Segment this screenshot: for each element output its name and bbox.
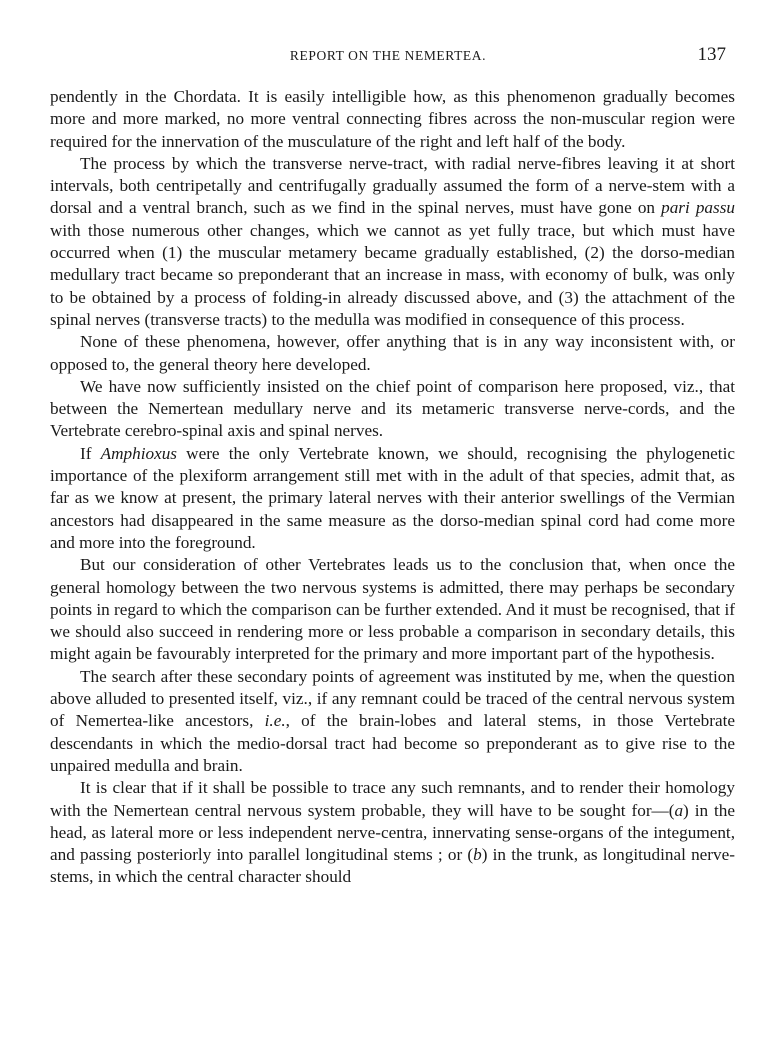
italic-taxon: Amphioxus <box>100 443 177 463</box>
italic-abbreviation: i.e. <box>264 711 286 731</box>
text-segment: The search after these secondary points of agreement was instituted by me, when the question above alluded to presented itself, viz., if any remnant could be traced of the central nervous system of Nemertea-like ancestors, <box>50 666 735 731</box>
text-segment: If <box>80 443 101 463</box>
running-title: REPORT ON THE NEMERTEA. <box>289 48 487 63</box>
text-segment: with those numerous other changes, which we cannot as yet fully trace, but which must have occurred when (1) the muscular metamery became gradually established, (2) the dorso-median medullary tract became so preponderant that an increase in mass, with economy of bulk, was only to be obtained by a process of folding-in already discussed above, and (3) the attachment of the spinal nerves (transverse tracts) to the medulla was modified in consequence of this process. <box>50 220 735 329</box>
text-segment: We have now sufficiently insisted on the chief point of comparison here proposed, viz., that between the Nemertean medullary nerve and its metameric transverse nerve-cords, and the Vertebrate cerebro-spinal axis and spinal nerves. <box>50 376 735 441</box>
text-segment: But our consideration of other Vertebrates leads us to the conclusion that, when once the general homology between the two nervous systems is admitted, there may perhaps be secondary points in regard to which the comparison can be further extended. And it must be recognised, that if we should also succeed in rendering more or less probable a comparison in secondary details, this might again be favourably interpreted for the primary and more important part of the hypothesis. <box>50 555 735 664</box>
paragraph-8 <box>50 777 735 888</box>
text-segment: The process by which the transverse nerve-tract, with radial nerve-fibres leaving it at short intervals, both centripetally and centrifugally gradually assumed the form of a nerve-stem with a dorsal and a ventral branch, such as we find in the spinal nerves, must have gone on <box>50 153 735 218</box>
text-segment: It is clear that if it shall be possible to trace any such remnants, and to render their homology with the Nemertean central nervous system probable, they will have to be sought for—( <box>50 778 735 820</box>
text-segment: None of these phenomena, however, offer anything that is in any way inconsistent with, or opposed to, the general theory here developed. <box>50 332 735 374</box>
paragraph-2 <box>50 153 735 331</box>
paragraph-1 <box>50 86 735 153</box>
text-segment: , of the brain-lobes and lateral stems, in those Vertebrate descendants in which the medio-dorsal tract had become so preponderant as to give rise to the unpaired medulla and brain. <box>50 711 735 775</box>
paragraph-4 <box>50 376 735 443</box>
italic-letter: a <box>674 800 684 820</box>
italic-phrase: pari passu <box>661 198 735 218</box>
text-segment: ) in the head, as lateral more or less independent nerve-centra, innervating sense-organs of the integument, and passing posteriorly into parallel longitudinal stems ; or ( <box>50 800 735 865</box>
paragraph-6 <box>50 554 735 665</box>
text-segment: ) in the trunk, as longitudinal nerve-stems, in which the central character should <box>50 845 735 887</box>
text-segment: were the only Vertebrate known, we should, recognising the phylogenetic importance of the plexiform arrangement still met with in the adult of that species, admit that, as far as we know at present, the primary lateral nerves with their anterior swellings of the Vermian ancestors had disappeared in the same measure as the dorso-median spinal cord had come more and more into the foreground. <box>50 443 735 552</box>
page-header <box>50 44 726 68</box>
page-number: 137 <box>697 44 726 65</box>
body-text <box>50 86 735 889</box>
paragraph-3 <box>50 331 735 376</box>
paragraph-5 <box>50 443 735 554</box>
italic-letter: b <box>473 845 482 865</box>
paragraph-7 <box>50 666 735 777</box>
text-segment: pendently in the Chordata. It is easily intelligible how, as this phenomenon gradually becomes more and more marked, no more ventral connecting fibres across the non-muscular region were required for the innervation of the musculature of the right and left half of the body. <box>50 87 735 151</box>
